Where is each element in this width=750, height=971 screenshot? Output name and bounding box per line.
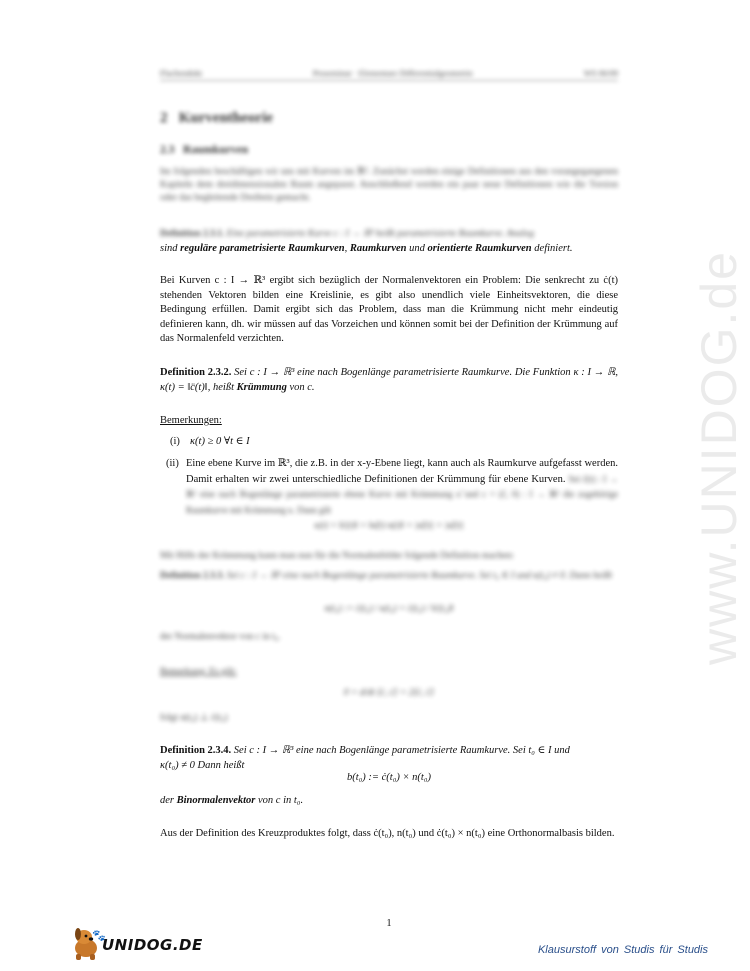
def234-label: Definition 2.3.4. bbox=[160, 745, 232, 756]
def232-text-post: von c. bbox=[286, 381, 315, 393]
remark-item-1-number: (i) bbox=[170, 436, 180, 447]
def231-sep1: , bbox=[344, 242, 350, 254]
def232-label: Definition 2.3.2. bbox=[160, 367, 232, 378]
header-center: Proseminar · Elementare Differentialgeometrie bbox=[312, 68, 473, 78]
unidog-logo bbox=[70, 926, 203, 962]
def231-term-orientierte: orientierte Raumkurven bbox=[427, 242, 532, 254]
remark2-title: Bemerkung: Es gilt: bbox=[160, 667, 237, 677]
problem-paragraph: Bei Kurven c : I → ℝ³ ergibt sich bezüglich der Normalenvektoren ein Problem: Die senkrecht zu ċ(t) stehenden Vektoren bilden eine Kreislinie, es gibt also unendlich viele Einheitsvektoren, die diese Bedingung erfüllen. Damit ergibt sich das Problem, dass man die Krümmung nicht mehr eindeutig definieren kann, dh. wir müssen auf das Vorzeichen und können somit bei der Definition der Krümmung auf das Normalenfeld verzichten. bbox=[160, 275, 618, 344]
remark2-equation: 0 = d/dt ⟨ċ, ċ⟩ = 2⟨ċ, c̈⟩ bbox=[343, 688, 435, 698]
definition-2-3-2 bbox=[160, 366, 618, 395]
def231-term-regular: reguläre parametrisierte Raumkurven bbox=[180, 242, 345, 254]
header-rule bbox=[160, 80, 618, 81]
def234-text: Sei c : I → ℝ³ eine nach Bogenlänge parametrisierte Raumkurve. Sei t₀ ∈ I und bbox=[233, 745, 570, 756]
remark-item-1 bbox=[170, 435, 618, 450]
subsection-heading bbox=[160, 144, 248, 156]
subsection-number: 2.3 bbox=[160, 144, 175, 156]
remark-item-2-text: Eine ebene Kurve im ℝ³, die z.B. in der x-y-Ebene liegt, kann auch als Raumkurve aufgefasst werden. Damit erhalten wir zwei unterschiedliche Definitionen der Krümmung für ebene Kurven. bbox=[186, 458, 618, 485]
running-header bbox=[160, 68, 618, 78]
def233-after: der Normalenvektor von c in t₀. bbox=[160, 632, 281, 642]
def234-equation: b(t₀) := ċ(t₀) × n(t₀) bbox=[346, 772, 431, 783]
def231-term-raumkurven: Raumkurven bbox=[349, 242, 407, 254]
footer-tagline: Klausurstoff von Studis für Studis bbox=[537, 944, 708, 956]
document-page bbox=[160, 0, 618, 971]
def231-label: Definition 2.3.1. bbox=[160, 229, 225, 239]
def231-sep2: und bbox=[406, 242, 428, 254]
def231-line2-pre: sind bbox=[160, 242, 181, 254]
remark-item-2-number: (ii) bbox=[166, 458, 179, 469]
def231-line2 bbox=[160, 242, 618, 257]
subsection-title: Raumkurven bbox=[183, 144, 249, 156]
remark-item-1-text: κ(t) ≥ 0 ∀t ∈ I bbox=[190, 436, 250, 447]
helper-sentence: Mit Hilfe der Krümmung kann man nun für die Normalenfelder folgende Definition machen: bbox=[160, 551, 515, 561]
remarks-title: Bemerkungen: bbox=[160, 415, 222, 426]
section-heading bbox=[160, 110, 273, 127]
remark-item-2-blurred: Sei c̃(t) : I → ℝ² eine nach Bogenlänge parametrisierte ebene Kurve mit Krümmung κ̃ und c = (c̃, 0) : I → ℝ³ die zugehörige Raumkurve mit Krümmung κ. Dann gilt bbox=[186, 473, 618, 515]
remark-item-2-equation: κ(t) = ‖c̈(t)‖ = ‖κ̃(t) n(t)‖ = |κ̃(t)| = |κ̃(t)| bbox=[314, 521, 464, 531]
def231-line2-post: definiert. bbox=[531, 242, 573, 254]
header-left: Flachendokt bbox=[160, 68, 203, 78]
def233-equation: n(t₀) := c̈(t₀) / κ(t₀) = c̈(t₀) / ‖c̈(t₀)‖ bbox=[324, 604, 454, 614]
intro-paragraph: Im folgenden beschäftigen wir uns mit Kurven im ℝ³. Zunächst werden einige Definitionen aus den vorangegangenen Kapiteln dem dreidimensionalen Raum angepasst. Anschließend werden ein paar neue Definitionen wie die Torsion oder das begleitende Dreibein gemacht. bbox=[160, 167, 618, 203]
def234-text2: κ(t₀) ≠ 0 Dann heißt bbox=[160, 759, 245, 771]
def232-term: Krümmung bbox=[236, 381, 287, 393]
def232-text-pre: Sei c : I → ℝ³ eine nach Bogenlänge parametrisierte Raumkurve. Die Funktion κ : I → ℝ, κ(t) = ‖c̈(t)‖, heißt bbox=[160, 367, 619, 393]
section-title: Kurventheorie bbox=[178, 110, 273, 126]
logo-text: UNIDOG.DE bbox=[102, 936, 203, 954]
definition-2-3-1 bbox=[160, 227, 618, 256]
def234-after-pre: der bbox=[160, 795, 177, 806]
def231-blurred-line bbox=[160, 227, 618, 242]
page-number: 1 bbox=[386, 918, 392, 929]
remark-item-2 bbox=[166, 457, 618, 518]
def231-text: Eine parametrisierte Kurve c : I → ℝ³ heißt parametrisierte Raumkurve. Analog bbox=[226, 229, 535, 239]
def233-label: Definition 2.3.3. bbox=[160, 571, 225, 581]
remark2-after: folgt n(t₀) ⊥ ċ(t₀) bbox=[160, 713, 228, 723]
definition-2-3-3 bbox=[160, 570, 618, 583]
watermark-unidog: www.UNIDOG.de bbox=[691, 250, 747, 665]
section-number: 2 bbox=[160, 110, 168, 126]
def233-text: Sei c : I → ℝ³ eine nach Bogenlänge parametrisierte Raumkurve. Sei t₀ ∈ I und κ(t₀) ≠ 0. Dann heißt bbox=[226, 571, 612, 581]
def234-term: Binormalenvektor bbox=[176, 795, 256, 806]
header-right: WS 06/09 bbox=[583, 68, 618, 78]
paw-print-icon: 🐾 bbox=[92, 930, 106, 942]
def234-after-post: von c in t₀. bbox=[255, 795, 304, 806]
closing-paragraph: Aus der Definition des Kreuzproduktes folgt, dass ċ(t₀), n(t₀) und ċ(t₀) × n(t₀) eine Orthonormalbasis bilden. bbox=[160, 828, 615, 839]
definition-2-3-4 bbox=[160, 744, 618, 773]
def234-after bbox=[160, 794, 618, 809]
